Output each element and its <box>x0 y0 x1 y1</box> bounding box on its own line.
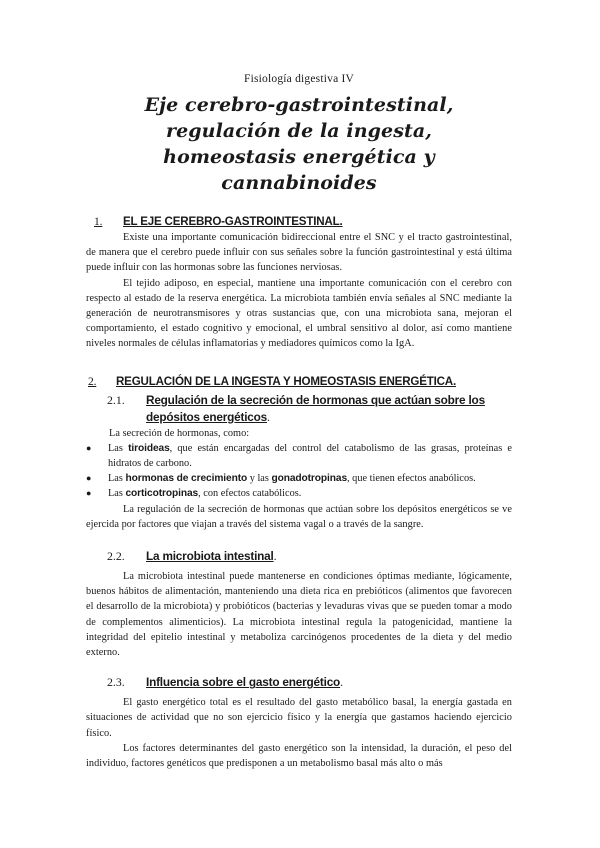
section-2-number: 2. <box>88 374 97 388</box>
subsection-2-1-closing: La regulación de la secreción de hormonas que actúan sobre los depósitos energéticos se ve ejercida por factores que viajan a través del sistema vagal o a través de la sangre. <box>86 503 512 530</box>
subsection-2-3-heading <box>86 674 512 691</box>
subsection-2-2-title: La microbiota intestinal <box>146 549 274 564</box>
list-item-text: y las <box>247 473 272 485</box>
section-2-heading <box>86 374 512 390</box>
section-1-title: EL EJE CEREBRO-GASTROINTESTINAL. <box>123 215 343 228</box>
subsection-2-3-title-end: . <box>340 675 344 690</box>
list-item <box>86 486 512 501</box>
keyword-corticotropinas: corticotropinas <box>125 488 199 500</box>
section-1-paragraph-1: Existe una importante comunicación bidireccional entre el SNC y el tracto gastrointestinal, de manera que el cerebro puede influir con sus señales sobre la función gastrointestinal y está última puede influir con las hormonas sobre las funciones nerviosas. <box>86 232 512 274</box>
bullet-icon: ● <box>86 442 92 453</box>
keyword-hormonas-crecimiento: hormonas de crecimiento <box>125 473 248 485</box>
hormone-list <box>86 441 512 502</box>
list-item-text: Las <box>108 442 129 454</box>
subsection-2-3-number: 2.3. <box>107 675 125 690</box>
list-item-text: , que están encargadas del control del catabolismo de las grasas, proteínas e hidratos de carbono. <box>108 442 512 470</box>
subsection-2-1-heading <box>86 392 512 426</box>
subsection-2-1-number: 2.1. <box>107 392 125 407</box>
subsection-2-3-paragraph-1: El gasto energético total es el resultado del gasto metabólico basal, la energía gastada en situaciones de actividad que no son ejercicio físico y la energía que gastamos haciendo ejercicio físico. <box>86 697 512 739</box>
subsection-2-1-intro: La secreción de hormonas, como: <box>109 427 250 439</box>
section-1-paragraph-2: El tejido adiposo, en especial, mantiene una importante comunicación con el cerebro con respecto al estado de la reserva energética. La microbiota también envía señales al SNC mediante la generación de neurotransmisores y otras sustancias que, con una microbiota sana, mejoran el comportamiento, el estado cognitivo y emocional, el umbral sensitivo al dolor, así como mantiene niveles normales de células inflamatorias y mediadores químicos como la IgA. <box>86 277 512 350</box>
subsection-2-1-title-end: . <box>267 409 270 424</box>
section-1-heading <box>86 214 512 230</box>
list-item-text: , con efectos catabólicos. <box>198 488 302 500</box>
list-item-text: , que tienen efectos anabólicos. <box>347 473 476 485</box>
bullet-icon: ● <box>86 488 92 499</box>
section-2-title: REGULACIÓN DE LA INGESTA Y HOMEOSTASIS ENERGÉTICA <box>116 374 453 388</box>
subsection-2-3-paragraph-2: Los factores determinantes del gasto energético son la intensidad, la duración, el peso del individuo, factores genéticos que predisponen a un metabolismo basal más alto o más <box>86 742 512 770</box>
keyword-gonadotropinas: gonadotropinas <box>271 473 348 485</box>
subsection-2-1-title: Regulación de la secreción de hormonas que actúan sobre los depósitos energéticos <box>146 392 485 424</box>
list-item <box>86 471 512 486</box>
subsection-2-2-heading <box>86 548 512 565</box>
list-item <box>86 441 512 471</box>
section-2-title-end: . <box>452 374 457 388</box>
document-title <box>86 92 512 196</box>
title-line-1: Eje cerebro-gastrointestinal, regulación de la ingesta, <box>144 94 454 142</box>
document-subtitle: Fisiología digestiva IV <box>243 73 354 85</box>
keyword-tiroideas: tiroideas <box>128 442 170 454</box>
subsection-2-2-paragraph: La microbiota intestinal puede mantenerse en condiciones óptimas mediante, lógicamente, buenos hábitos de alimentación, manteniendo una dieta rica en prebióticos (alimentos que favorecen el desarrollo de la microbiota) y probióticos (bacterias y levaduras vivas que se pueden tomar a modo de complementos alimenticios). La microbiota intestinal regula la patogenicidad, mantiene la integridad del epitelio intestinal y metaboliza carcinógenos procedentes de la dieta y del medio externo. <box>86 571 512 659</box>
list-item-text: Las <box>108 488 126 500</box>
subsection-2-2-number: 2.2. <box>107 549 125 564</box>
title-line-2: homeostasis energética y cannabinoides <box>163 146 435 194</box>
bullet-icon: ● <box>86 473 92 484</box>
list-item-text: Las <box>108 473 126 485</box>
subsection-2-2-title-end: . <box>273 549 277 564</box>
subsection-2-3-title: Influencia sobre el gasto energético <box>146 675 341 690</box>
section-1-number: 1. <box>94 215 103 228</box>
